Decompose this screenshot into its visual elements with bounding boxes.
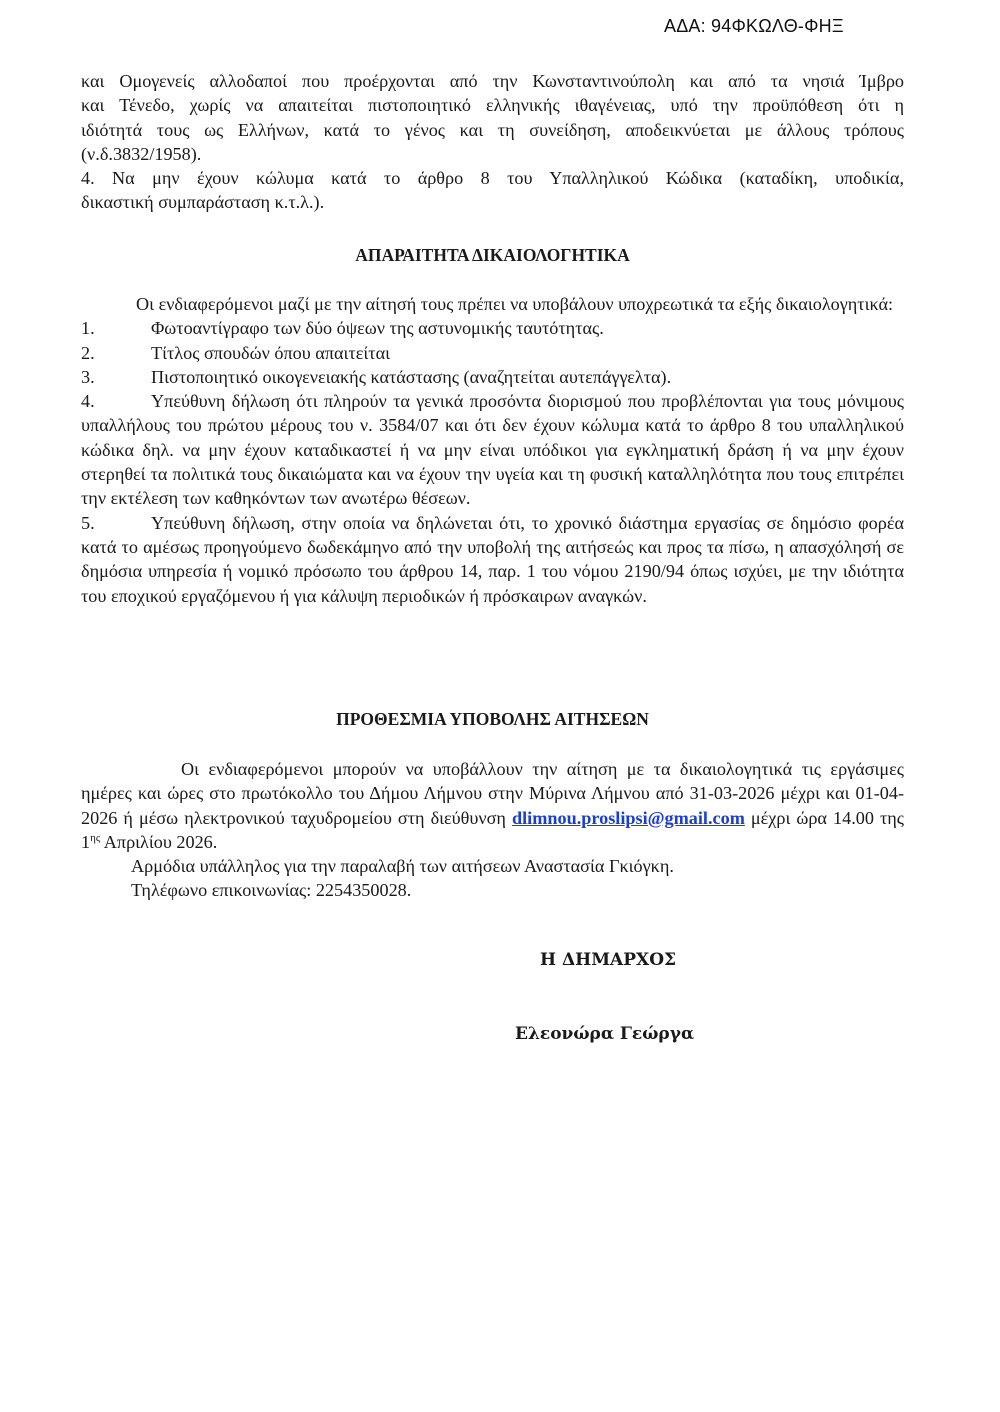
intro-line: ιδιότητά τους ως Ελλήνων, κατά το γένος και τη συνείδηση, αποδεικνύεται με άλλους τρόπους xyxy=(81,119,904,140)
intro-paragraph xyxy=(81,69,904,215)
item-text: Πιστοποιητικό οικογενειακής κατάστασης (αναζητείται αυτεπάγγελτα). xyxy=(151,366,672,387)
document-item xyxy=(81,341,904,365)
documents-intro: Οι ενδιαφερόμενοι μαζί με την αίτησή τους πρέπει να υποβάλουν υποχρεωτικά τα εξής δικαιολογητικά: xyxy=(136,294,894,314)
deadline-time: μέχρι ώρα 14.00 της 1 xyxy=(81,807,904,852)
deadline-paragraph xyxy=(81,757,904,903)
document-item xyxy=(81,316,904,340)
item-number: 5. xyxy=(81,512,95,533)
deadline-text xyxy=(81,757,904,854)
contact-person: Αρμόδια υπάλληλος για την παραλαβή των αιτήσεων Αναστασία Γκιόγκη. xyxy=(131,856,674,877)
intro-line: και Τένεδο, χωρίς να απαιτείται πιστοποιητικό ελληνικής ιθαγένειας, υπό την προϋπόθεση ότι η xyxy=(81,95,904,116)
deadline-date: Απριλίου 2026. xyxy=(100,831,218,852)
contact-phone: Τηλέφωνο επικοινωνίας: 2254350028. xyxy=(131,880,412,901)
ordinal-superscript: ης xyxy=(90,831,101,844)
item-number: 2. xyxy=(81,342,95,363)
ada-code: ΑΔΑ: 94ΦΚΩΛΘ-ΦΗΞ xyxy=(664,16,844,36)
intro-line: (ν.δ.3832/1958). xyxy=(81,143,202,164)
email-link[interactable]: dlimnou.proslipsi@gmail.com xyxy=(512,807,745,828)
document-item xyxy=(81,511,904,608)
item-text: Φωτοαντίγραφο των δύο όψεων της αστυνομικής ταυτότητας. xyxy=(151,318,604,339)
deadline-heading: ΠΡΟΘΕΣΜΙΑ ΥΠΟΒΟΛΗΣ ΑΙΤΗΣΕΩΝ xyxy=(336,709,649,729)
deadline-text-main: Οι ενδιαφερόμενοι μπορούν να υποβάλλουν την αίτηση με τα δικαιολογητικά τις εργάσιμες ημέρες και ώρες στο πρωτόκολλο του Δήμου Λήμνου στην Μύρινα Λήμνου από 31-03-2026 μέχρι και 01-04-2026 ή μέσω ηλεκτρονικού ταχυδρομείου στη διεύθυνση xyxy=(81,759,904,828)
documents-list xyxy=(81,292,904,608)
requirement-4-line: δικαστική συμπαράσταση κ.τ.λ.). xyxy=(81,192,325,213)
item-number: 4. xyxy=(81,391,95,412)
intro-line: και Ομογενείς αλλοδαποί που προέρχονται από την Κωνσταντινούπολη και από τα νησιά Ίμβρο xyxy=(81,71,904,91)
item-number: 3. xyxy=(81,366,95,387)
item-text: Υπεύθυνη δήλωση ότι πληρούν τα γενικά προσόντα διορισμού που προβλέπονται για τους μόνιμους υπαλλήλους του πρώτου μέρους του ν. 3584/07 και ότι δεν έχουν κώλυμα κατά το άρθρο 8 του υπαλληλικού κώδικα δηλ. να μην έχουν καταδικαστεί ή να μην είναι υπόδικοι για εγκληματική δράση ή να μην έχουν στερηθεί τα πολιτικά τους δικαιώματα και να έχουν την υγεία και τη φυσική καταλληλότητα που τους επιτρέπει την εκτέλεση των καθηκόντων των ανωτέρω θέσεων. xyxy=(81,391,904,509)
signature-role: Η ΔΗΜΑΡΧΟΣ xyxy=(540,950,677,970)
item-text: Τίτλος σπουδών όπου απαιτείται xyxy=(151,342,390,363)
document-item xyxy=(81,365,904,389)
documents-heading: ΑΠΑΡΑΙΤΗΤΑ ΔΙΚΑΙΟΛΟΓΗΤΙΚΑ xyxy=(355,245,630,265)
document-item xyxy=(81,389,904,510)
requirement-4-line: 4. Να μην έχουν κώλυμα κατά το άρθρο 8 του Υπαλληλικού Κώδικα (καταδίκη, υποδικία, xyxy=(81,168,904,189)
item-number: 1. xyxy=(81,318,95,339)
item-text: Υπεύθυνη δήλωση, στην οποία να δηλώνεται ότι, το χρονικό διάστημα εργασίας σε δημόσιο φορέα κατά το αμέσως προηγούμενο δωδεκάμηνο από την υποβολή της αιτήσεώς και προς τα πίσω, η απασχόλησή σε δημόσια υπηρεσία ή νομικό πρόσωπο του άρθρου 14, παρ. 1 του νόμου 2190/94 όπως ισχύει, με την ιδιότητα του εποχικού εργαζόμενου ή για κάλυψη περιοδικών ή πρόσκαιρων αναγκών. xyxy=(81,512,904,606)
signature-name: Ελεονώρα Γεώργα xyxy=(515,1024,695,1044)
